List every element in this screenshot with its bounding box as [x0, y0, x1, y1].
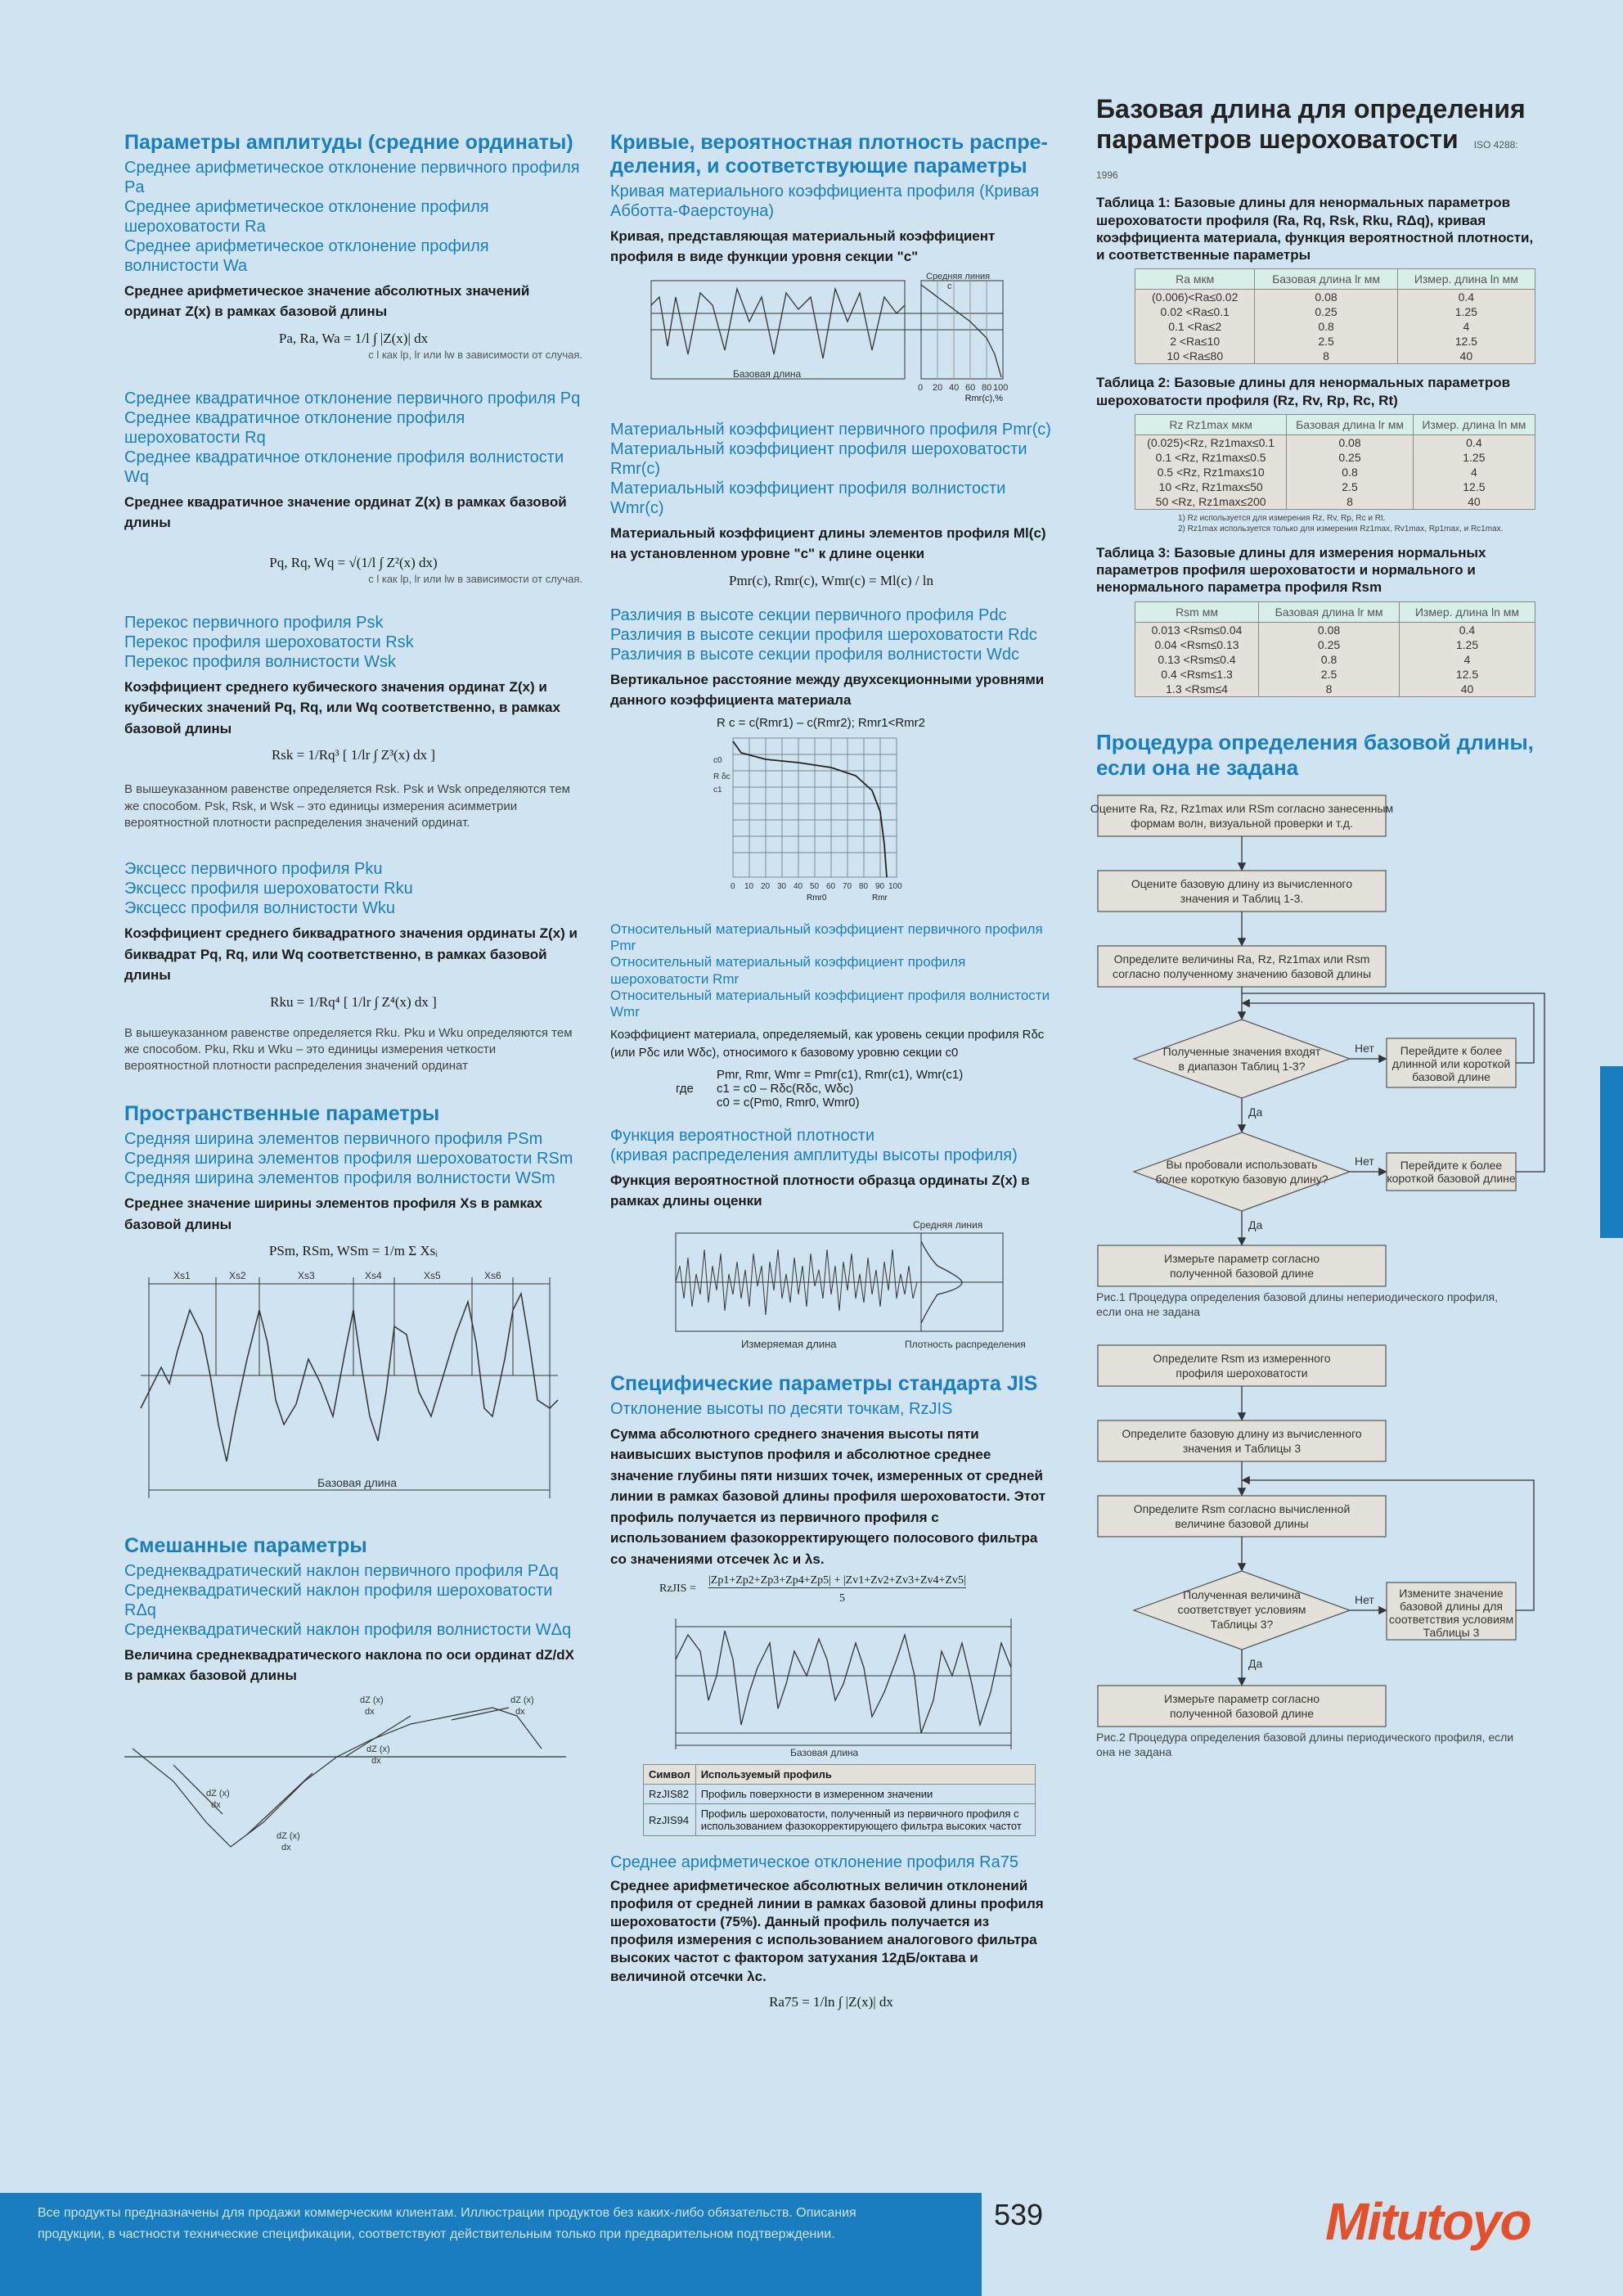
no-label: Нет	[1355, 1593, 1374, 1607]
flow-text: более короткую базовую длину?	[1155, 1173, 1329, 1186]
tick: 60	[826, 881, 836, 891]
ra75-desc: Среднее арифметическое абсолютных величин отклонений профиля от средней линии в рамках базовой длины профиля шероховатости (75%). Данный профиль получается из профиля измерения с использованием аналогового фильтра высоких частот с фактором затухания 12дБ/октава и величиной отсечки λc.	[610, 1878, 1044, 1984]
table-cell: 0.08	[1287, 434, 1414, 450]
table3	[1135, 601, 1535, 697]
table-cell: 50 <Rz, Rz1max≤200	[1135, 494, 1287, 510]
hybrid-title: Смешанные параметры	[124, 1534, 367, 1557]
axis-tick: 20	[933, 382, 943, 393]
table-cell: 4	[1413, 465, 1535, 479]
rms-line: Среднее квадратичное отклонение профиля шероховатости Rq	[124, 408, 465, 447]
flow-text: Перейдите к более	[1400, 1159, 1503, 1173]
spatial-title: Пространственные параметры	[124, 1102, 440, 1126]
table-cell: 2.5	[1255, 334, 1397, 349]
flow-text: формам волн, визуальной проверки и т.д.	[1131, 817, 1353, 831]
dc-diagram	[708, 730, 905, 894]
table-cell: 0.4	[1399, 622, 1535, 637]
table-row	[644, 1765, 1036, 1785]
figure1-caption: Рис.1 Процедура определения базовой длины непериодического профиля, если она не задана	[1096, 1290, 1498, 1319]
sampling-title	[1096, 94, 1538, 184]
table-cell: 0.5 <Rz, Rz1max≤10	[1135, 465, 1287, 479]
table-row	[1135, 637, 1535, 652]
amplitude-formula: Pa, Ra, Wa = 1/l ∫ |Z(x)| dx	[278, 330, 429, 346]
tick: 30	[777, 881, 787, 891]
axis-tick: 80	[982, 382, 992, 393]
sampling-title-text: Базовая длина для определения параметров шероховатости	[1096, 94, 1526, 154]
dz-label: dZ (x)	[510, 1695, 534, 1705]
dc-axis-labels	[610, 894, 1052, 905]
footnote-line: 1) Rz используется для измерения Rz, Rv, Rp, Rc и Rt.	[1178, 513, 1386, 523]
no-label: Нет	[1355, 1042, 1374, 1056]
rms-section	[124, 389, 582, 585]
pdf-line: Функция вероятностной плотности	[610, 1126, 875, 1145]
skew-formula: Rsk = 1/Rq³ [ 1/lr ∫ Z³(x) dx ]	[271, 747, 436, 763]
tick: 10	[744, 881, 754, 891]
curves-title: Кривые, вероятностная плотность распре-деления, и соответствующие параметры	[610, 131, 1048, 178]
ra75-title: Среднее арифметическое отклонение профиля Ra75	[610, 1853, 1018, 1872]
amplitude-desc: Среднее арифметическое значение абсолютных значений ординат Z(x) в рамках базовой длины	[124, 282, 530, 320]
jis-section	[610, 1372, 1052, 1836]
table-row	[1135, 479, 1535, 494]
hybrid-section	[124, 1534, 582, 1855]
mr-formula: Pmr(c), Rmr(c), Wmr(c) = Ml(c) / ln	[728, 572, 934, 588]
table-cell: 1.25	[1413, 450, 1535, 465]
dc-section	[610, 606, 1052, 905]
yes-label: Да	[1248, 1105, 1263, 1119]
table-cell: 0.04 <Rsm≤0.13	[1135, 637, 1259, 652]
table-header: Базовая длина lr мм	[1287, 414, 1414, 434]
xs-label: Xs4	[365, 1270, 382, 1281]
tick: 40	[794, 881, 803, 891]
table-row	[644, 1804, 1036, 1836]
c1-label: c1	[713, 785, 722, 795]
jis-sub: Отклонение высоты по десяти точкам, RzJIS	[610, 1399, 953, 1418]
table-cell: 0.4	[1397, 290, 1535, 305]
table-row	[1135, 652, 1535, 667]
table-header: Символ	[644, 1765, 696, 1785]
table-row	[1135, 601, 1535, 622]
base-length-label: Базовая длина	[317, 1476, 398, 1489]
axis-tick: 0	[918, 382, 924, 393]
flow-text: Оцените базовую длину из вычисленного	[1131, 877, 1353, 891]
base-length-label: Базовая длина	[733, 367, 802, 380]
jis-diagram	[610, 1610, 1036, 1758]
table-row	[644, 1785, 1036, 1804]
tick: 50	[810, 881, 820, 891]
eval-length-label: Измеряемая длина	[741, 1337, 837, 1350]
kurt-section	[124, 859, 582, 1074]
kurt-formula: Rku = 1/Rq⁴ [ 1/lr ∫ Z⁴(x) dx ]	[270, 993, 437, 1010]
table-row	[1135, 290, 1535, 305]
table-row	[1135, 465, 1535, 479]
flow-text: величине базовой длины	[1175, 1517, 1309, 1531]
axis-label: Rmr(c),%	[964, 393, 1003, 403]
table-cell: 4	[1399, 652, 1535, 667]
dx-label: dx	[515, 1706, 525, 1717]
skew-note: В вышеуказанном равенстве определяется Rsk. Psk и Wsk определяются тем же способом. Psk, Rsk, и Wsk – это единицы измерения асимметрии вероятностной плотности распределения значений ординат.	[124, 782, 570, 830]
spatial-formula: PSm, RSm, WSm = 1/m Σ Xsᵢ	[268, 1243, 438, 1258]
xs-label: Xs1	[173, 1270, 191, 1281]
table-cell: 0.08	[1255, 290, 1397, 305]
axis-tick: 40	[949, 382, 960, 393]
flow-text: базовой длины для	[1400, 1600, 1503, 1614]
footer-disclaimer: Все продукты предназначены для продажи коммерческим клиентам. Иллюстрации продуктов без каких-либо обязательств. Описания продукции, в частности технические спецификации, соответствуют действительным только при предварительном подтверждении.	[38, 2206, 856, 2241]
table-cell: 10 <Rz, Rz1max≤50	[1135, 479, 1287, 494]
column-right	[1090, 94, 1538, 1787]
table-cell: 0.25	[1287, 450, 1414, 465]
rel-f3: c0 = c(Pm0, Rmr0, Wmr0)	[717, 1095, 860, 1110]
amplitude-line: Среднее арифметическое отклонение профиля волнистости Wa	[124, 236, 489, 275]
spatial-desc: Среднее значение ширины элементов профиля Xs в рамках базовой длины	[124, 1195, 542, 1232]
table-cell: 12.5	[1397, 334, 1535, 349]
table-row	[1135, 334, 1535, 349]
mean-line-label: Средняя линия	[926, 271, 991, 281]
c0-label: c0	[713, 755, 722, 765]
table-cell: (0.025)<Rz, Rz1max≤0.1	[1135, 434, 1287, 450]
distribution-label: Плотность распределения	[905, 1338, 1026, 1350]
rel-f2-row	[676, 1081, 1052, 1096]
table-header: Измер. длина ln мм	[1399, 601, 1535, 622]
table-cell: 12.5	[1413, 479, 1535, 494]
rel-desc: Коэффициент материала, определяемый, как уровень секции профиля Rδc (или Pδc или Wδc), относимого к базовому уровню секции c0	[610, 1027, 1045, 1060]
tick: 0	[731, 881, 735, 891]
curves-desc: Кривая, представляющая материальный коэффициент профиля в виде функции уровня секции "c"	[610, 227, 996, 264]
amplitude-line: Среднее арифметическое отклонение профиля шероховатости Ra	[124, 197, 489, 236]
table-cell: 2.5	[1287, 479, 1414, 494]
table-row	[1135, 667, 1535, 682]
flow-text: Оцените Ra, Rz, Rz1max или RSm согласно занесенным	[1090, 802, 1394, 816]
table-cell: (0.006)<Ra≤0.02	[1135, 290, 1255, 305]
c-label: c	[947, 281, 952, 291]
table-cell: 0.25	[1259, 637, 1400, 652]
table-row	[1135, 319, 1535, 334]
rel-section	[610, 921, 1052, 1110]
table-row	[1135, 450, 1535, 465]
table-header: Rsm мм	[1135, 601, 1259, 622]
table-cell: 0.4	[1413, 434, 1535, 450]
rms-formula: Pq, Rq, Wq = √(1/l ∫ Z²(x) dx)	[269, 554, 438, 570]
dz-label: dZ (x)	[206, 1788, 230, 1799]
table-row	[1135, 269, 1535, 290]
kurt-line: Эксцесс первичного профиля Pku	[124, 860, 383, 878]
table-row	[1135, 414, 1535, 434]
table2	[1135, 414, 1535, 510]
table-header: Базовая длина lr мм	[1259, 601, 1400, 622]
flow-text: значения и Таблиц 1-3.	[1180, 892, 1304, 906]
mr-line: Материальный коэффициент профиля волнистости Wmr(c)	[610, 479, 1006, 517]
spatial-diagram	[124, 1261, 566, 1506]
table-cell: 0.1 <Ra≤2	[1135, 319, 1255, 334]
profile-curve	[676, 1631, 1011, 1733]
dz-label: dZ (x)	[360, 1695, 384, 1705]
table-row	[1135, 682, 1535, 697]
dx-label: dx	[371, 1755, 381, 1766]
table1	[1135, 268, 1535, 364]
dx-label: dx	[211, 1799, 221, 1810]
table-row	[1135, 304, 1535, 319]
flow-text: Определите величины Ra, Rz, Rz1max или Rsm	[1113, 952, 1370, 966]
flow-text: Измерьте параметр согласно	[1164, 1252, 1320, 1266]
table-cell: 1.25	[1397, 304, 1535, 319]
table-cell: 0.4 <Rsm≤1.3	[1135, 667, 1259, 682]
slope-diagram	[124, 1691, 566, 1855]
spatial-section	[124, 1102, 582, 1506]
brand-logo: Mitutoyo	[1325, 2192, 1531, 2251]
figure2-caption: Рис.2 Процедура определения базовой длины периодического профиля, если она не задана	[1096, 1731, 1514, 1759]
flow-text: Таблицы 3?	[1210, 1618, 1274, 1632]
yes-label: Да	[1248, 1657, 1263, 1671]
table-header: Измер. длина ln мм	[1413, 414, 1535, 434]
table-cell: 0.1 <Rz, Rz1max≤0.5	[1135, 450, 1287, 465]
profile-curve	[141, 1294, 558, 1461]
rel-line: Относительный материальный коэффициент первичного профиля Pmr	[610, 921, 1043, 953]
rdc-label: R δc	[713, 772, 731, 781]
tick: 70	[843, 881, 852, 891]
rel-where: где	[676, 1081, 694, 1096]
table-cell: 8	[1259, 682, 1400, 697]
dz-label: dZ (x)	[366, 1744, 390, 1754]
table-header: Rz Rz1max мкм	[1135, 414, 1287, 434]
xs-label: Xs5	[424, 1270, 441, 1281]
table-cell: 2 <Ra≤10	[1135, 334, 1255, 349]
table-cell: 1.3 <Rsm≤4	[1135, 682, 1259, 697]
flow-text: Определите Rsm из измеренного	[1153, 1352, 1331, 1366]
rms-desc: Среднее квадратичное значение ординат Z(x) в рамках базовой длины	[124, 493, 567, 531]
skew-section	[124, 613, 582, 831]
mr-line: Материальный коэффициент профиля шероховатости Rmr(c)	[610, 439, 1027, 478]
table-cell: 0.13 <Rsm≤0.4	[1135, 652, 1259, 667]
pdf-section	[610, 1126, 1052, 1356]
flow-text: короткой базовой длине	[1387, 1172, 1516, 1186]
amplitude-section	[124, 131, 582, 361]
hybrid-line: Среднеквадратический наклон профиля шероховатости RΔq	[124, 1581, 553, 1619]
flow-text: в диапазон Таблиц 1-3?	[1178, 1060, 1306, 1074]
skew-line: Перекос профиля шероховатости Rsk	[124, 633, 414, 651]
curves-sub: Кривая материального коэффициента профиля (Кривая Абботта-Фаерстоуна)	[610, 182, 1040, 220]
table-cell: RzJIS94	[644, 1804, 696, 1836]
table-cell: Профиль шероховатости, полученный из первичного профиля с использованием фазокорректирующего фильтра высоких частот	[695, 1804, 1035, 1836]
flow-text: Перейдите к более	[1400, 1044, 1503, 1058]
rel-f2: c1 = c0 – Rδc(Rδc, Wδc)	[717, 1081, 854, 1096]
table-cell: RzJIS82	[644, 1785, 696, 1804]
iso-reference: ISO 4288: 1996	[1096, 138, 1518, 181]
table2-caption: Таблица 2: Базовые длины для ненормальных параметров шероховатости профиля (Rz, Rv, Rp, Rc, Rt)	[1096, 375, 1511, 408]
jis-title: Специфические параметры стандарта JIS	[610, 1371, 1038, 1395]
table-cell: 40	[1397, 349, 1535, 364]
table-cell: 8	[1287, 494, 1414, 510]
amplitude-line: Среднее арифметическое отклонение первичного профиля Pa	[124, 158, 580, 196]
grid	[733, 738, 897, 877]
axis-tick: 60	[965, 382, 976, 393]
pdf-diagram	[610, 1217, 1026, 1356]
rel-f1: Pmr, Rmr, Wmr = Pmr(c1), Rmr(c1), Wmr(c1)	[717, 1067, 964, 1082]
flow-text: Вы пробовали использовать	[1166, 1158, 1318, 1172]
jis-formula-num: |Zp1+Zp2+Zp3+Zp4+Zp5| + |Zv1+Zv2+Zv3+Zv4+Zv5|	[708, 1574, 966, 1587]
table-row	[1135, 622, 1535, 637]
xs-label: Xs2	[229, 1270, 246, 1281]
flow-text: Таблицы 3	[1423, 1626, 1480, 1640]
hybrid-line: Среднеквадратический наклон профиля волнистости WΔq	[124, 1620, 572, 1639]
tick: 100	[888, 881, 902, 891]
jis-table	[643, 1764, 1036, 1836]
profile-curve	[133, 1708, 542, 1847]
tick: 90	[875, 881, 885, 891]
skew-desc: Коэффициент среднего кубического значения ординат Z(x) и кубических значений Pq, Rq, или Wq соответственно, в рамках базовой длины	[124, 678, 560, 736]
flow-text: полученной базовой длине	[1169, 1267, 1315, 1281]
spatial-line: Средняя ширина элементов профиля шероховатости RSm	[124, 1150, 573, 1168]
table-cell: 12.5	[1399, 667, 1535, 682]
mr-line: Материальный коэффициент первичного профиля Pmr(c)	[610, 420, 1051, 439]
table-cell: 8	[1255, 349, 1397, 364]
rmr0-label: Rmr0	[807, 893, 827, 903]
flow-text: профиля шероховатости	[1176, 1366, 1308, 1380]
flow-text: Полученная величина	[1183, 1588, 1301, 1602]
tick: 80	[859, 881, 869, 891]
dz-label: dZ (x)	[276, 1830, 300, 1841]
table-cell: 0.8	[1255, 319, 1397, 334]
flow-text: соответствует условиям	[1177, 1603, 1306, 1617]
spatial-line: Средняя ширина элементов профиля волнистости WSm	[124, 1169, 555, 1187]
table-row	[1135, 494, 1535, 510]
curves-section	[610, 131, 1052, 403]
table-cell: 2.5	[1259, 667, 1400, 682]
kurt-line: Эксцесс профиля волнистости Wku	[124, 899, 395, 917]
kurt-line: Эксцесс профиля шероховатости Rku	[124, 880, 413, 898]
dc-line: Различия в высоте секции первичного профиля Pdc	[610, 606, 1007, 624]
kurt-note: В вышеуказанном равенстве определяется Rku. Pku и Wku определяются тем же способом. Pku, Rku и Wku – это единицы измерения четкости вероятностной плотности распределения значений ординат	[124, 1025, 573, 1073]
rel-line: Относительный материальный коэффициент профиля волнистости Wmr	[610, 988, 1050, 1020]
jis-formula-lhs: RzJIS =	[659, 1582, 696, 1596]
table-row	[1135, 349, 1535, 364]
base-length-label: Базовая длина	[790, 1747, 859, 1759]
rms-line: Среднее квадратичное отклонение профиля волнистости Wq	[124, 448, 564, 486]
table-cell: 0.8	[1259, 652, 1400, 667]
dx-label: dx	[365, 1706, 375, 1717]
dc-line: Различия в высоте секции профиля волнистости Wdc	[610, 645, 1019, 664]
skew-line: Перекос профиля волнистости Wsk	[124, 652, 396, 671]
table-cell: 0.25	[1255, 304, 1397, 319]
side-tab	[1600, 1066, 1623, 1238]
procedure-flowchart	[1090, 789, 1554, 1787]
rms-fnote: с l как lp, lr или lw в зависимости от случая.	[368, 572, 582, 585]
flow-text: базовой длине	[1412, 1070, 1490, 1084]
spatial-line: Средняя ширина элементов первичного профиля PSm	[124, 1130, 543, 1148]
table-cell: 40	[1413, 494, 1535, 510]
ra75-section	[610, 1853, 1052, 2010]
ra75-formula: Ra75 = 1/ln ∫ |Z(x)| dx	[769, 1993, 893, 2010]
rel-line: Относительный материальный коэффициент профиля шероховатости Rmr	[610, 954, 966, 987]
dc-desc: Вертикальное расстояние между двухсекционными уровнями данного коэффициента материала	[610, 671, 1045, 708]
flow-text: соответствия условиям	[1388, 1613, 1514, 1627]
flow-text: Определите базовую длину из вычисленного	[1122, 1427, 1362, 1441]
table-cell: 0.8	[1287, 465, 1414, 479]
profile-curve	[651, 289, 905, 358]
hybrid-line: Среднеквадратический наклон первичного профиля PΔq	[124, 1561, 559, 1580]
dc-line: Различия в высоте секции профиля шероховатости Rdc	[610, 625, 1037, 644]
flow-text: Измените значение	[1399, 1587, 1504, 1600]
mean-line-label: Средняя линия	[913, 1218, 983, 1231]
mr-section	[610, 420, 1052, 589]
flow-text: Измерьте параметр согласно	[1164, 1692, 1320, 1706]
table-cell: 40	[1399, 682, 1535, 697]
skew-line: Перекос первичного профиля Psk	[124, 613, 384, 632]
flow-decision	[1134, 1132, 1350, 1211]
amplitude-fnote: с l как lp, lr или lw в зависимости от случая.	[368, 348, 582, 361]
flow-text: Полученные значения входят	[1162, 1045, 1321, 1059]
table-cell: Профиль поверхности в измеренном значении	[695, 1785, 1035, 1804]
yes-label: Да	[1248, 1218, 1263, 1232]
table-cell: 10 <Ra≤80	[1135, 349, 1255, 364]
table-cell: 0.013 <Rsm≤0.04	[1135, 622, 1259, 637]
column-left	[124, 131, 582, 1883]
abbott-curve-diagram	[610, 271, 1009, 395]
xs-label: Xs6	[484, 1270, 501, 1281]
table3-caption: Таблица 3: Базовые длины для измерения нормальных параметров профиля шероховатости и нормального и ненормального параметра профиля Rsm	[1096, 544, 1486, 596]
table-header: Ra мкм	[1135, 269, 1255, 290]
flow-decision	[1134, 1020, 1350, 1098]
jis-formula-den: 5	[839, 1592, 845, 1605]
footnote-line: 2) Rz1max используется только для измерения Rz1max, Rv1max, Rp1max, и Rc1max.	[1178, 524, 1504, 533]
table-row	[1135, 434, 1535, 450]
jis-formula	[659, 1574, 1052, 1610]
table-cell: 0.08	[1259, 622, 1400, 637]
mr-desc: Материальный коэффициент длины элементов профиля Ml(c) на установленном уровне "c" к длине оценки	[610, 524, 1046, 561]
pdf-line: (кривая распределения амплитуды высоты профиля)	[610, 1146, 1018, 1164]
rmr-label: Rmr	[872, 893, 888, 903]
tick: 20	[761, 881, 771, 891]
tangent-line	[247, 1773, 312, 1835]
axis-tick: 100	[993, 382, 1009, 393]
table-header: Используемый профиль	[695, 1765, 1035, 1785]
kurt-desc: Коэффициент среднего биквадратного значения ординаты Z(x) и биквадрат Pq, Rq, или Wq соответственно, в рамках базовой длины	[124, 925, 578, 983]
table-header: Измер. длина ln мм	[1397, 269, 1535, 290]
flow-text: согласно полученному значению базовой длины	[1112, 967, 1372, 981]
amplitude-title: Параметры амплитуды (средние ординаты)	[124, 131, 573, 154]
jis-desc: Сумма абсолютного среднего значения высоты пяти наивысших выступов профиля и абсолютное среднее значение глубины пяти низших точек, измеренных от средней линии в рамках базовой длины профиля шероховатости. Этот профиль получается из первичного профиля с использованием фазокорректирующего полосового фильтра со значениями отсечек λc и λs.	[610, 1425, 1046, 1567]
dx-label: dx	[281, 1842, 291, 1853]
table2-footnote	[1178, 513, 1538, 534]
xs-label: Xs3	[298, 1270, 315, 1281]
pdf-desc: Функция вероятностной плотности образца ординаты Z(x) в рамках длины оценки	[610, 1172, 1030, 1209]
table-header: Базовая длина lr мм	[1255, 269, 1397, 290]
procedure-title: Процедура определения базовой длины, если она не задана	[1096, 729, 1534, 780]
column-middle	[610, 131, 1052, 2038]
table-cell: 4	[1397, 319, 1535, 334]
no-label: Нет	[1355, 1155, 1374, 1168]
table1-caption: Таблица 1: Базовые длины для ненормальных параметров шероховатости профиля (Ra, Rq, Rsk, Rku, RΔq), кривая коэффициента материала, функция вероятностной плотности, и соответственные параметры	[1096, 195, 1534, 263]
page-number: 539	[994, 2198, 1044, 2231]
dc-formula: R c = c(Rmr1) – c(Rmr2); Rmr1<Rmr2	[717, 715, 926, 730]
material-ratio-curve	[921, 285, 1001, 377]
flow-text: длинной или короткой	[1391, 1057, 1511, 1071]
table-cell: 1.25	[1399, 637, 1535, 652]
table-cell: 0.02 <Ra≤0.1	[1135, 304, 1255, 319]
flow-text: значения и Таблицы 3	[1182, 1442, 1302, 1456]
rms-line: Среднее квадратичное отклонение первичного профиля Pq	[124, 389, 581, 407]
flow-text: Определите Rsm согласно вычисленной	[1133, 1502, 1351, 1516]
hybrid-desc: Величина среднеквадратического наклона по оси ординат dZ/dX в рамках базовой длины	[124, 1646, 574, 1684]
flow-text: полученной базовой длине	[1169, 1707, 1315, 1721]
